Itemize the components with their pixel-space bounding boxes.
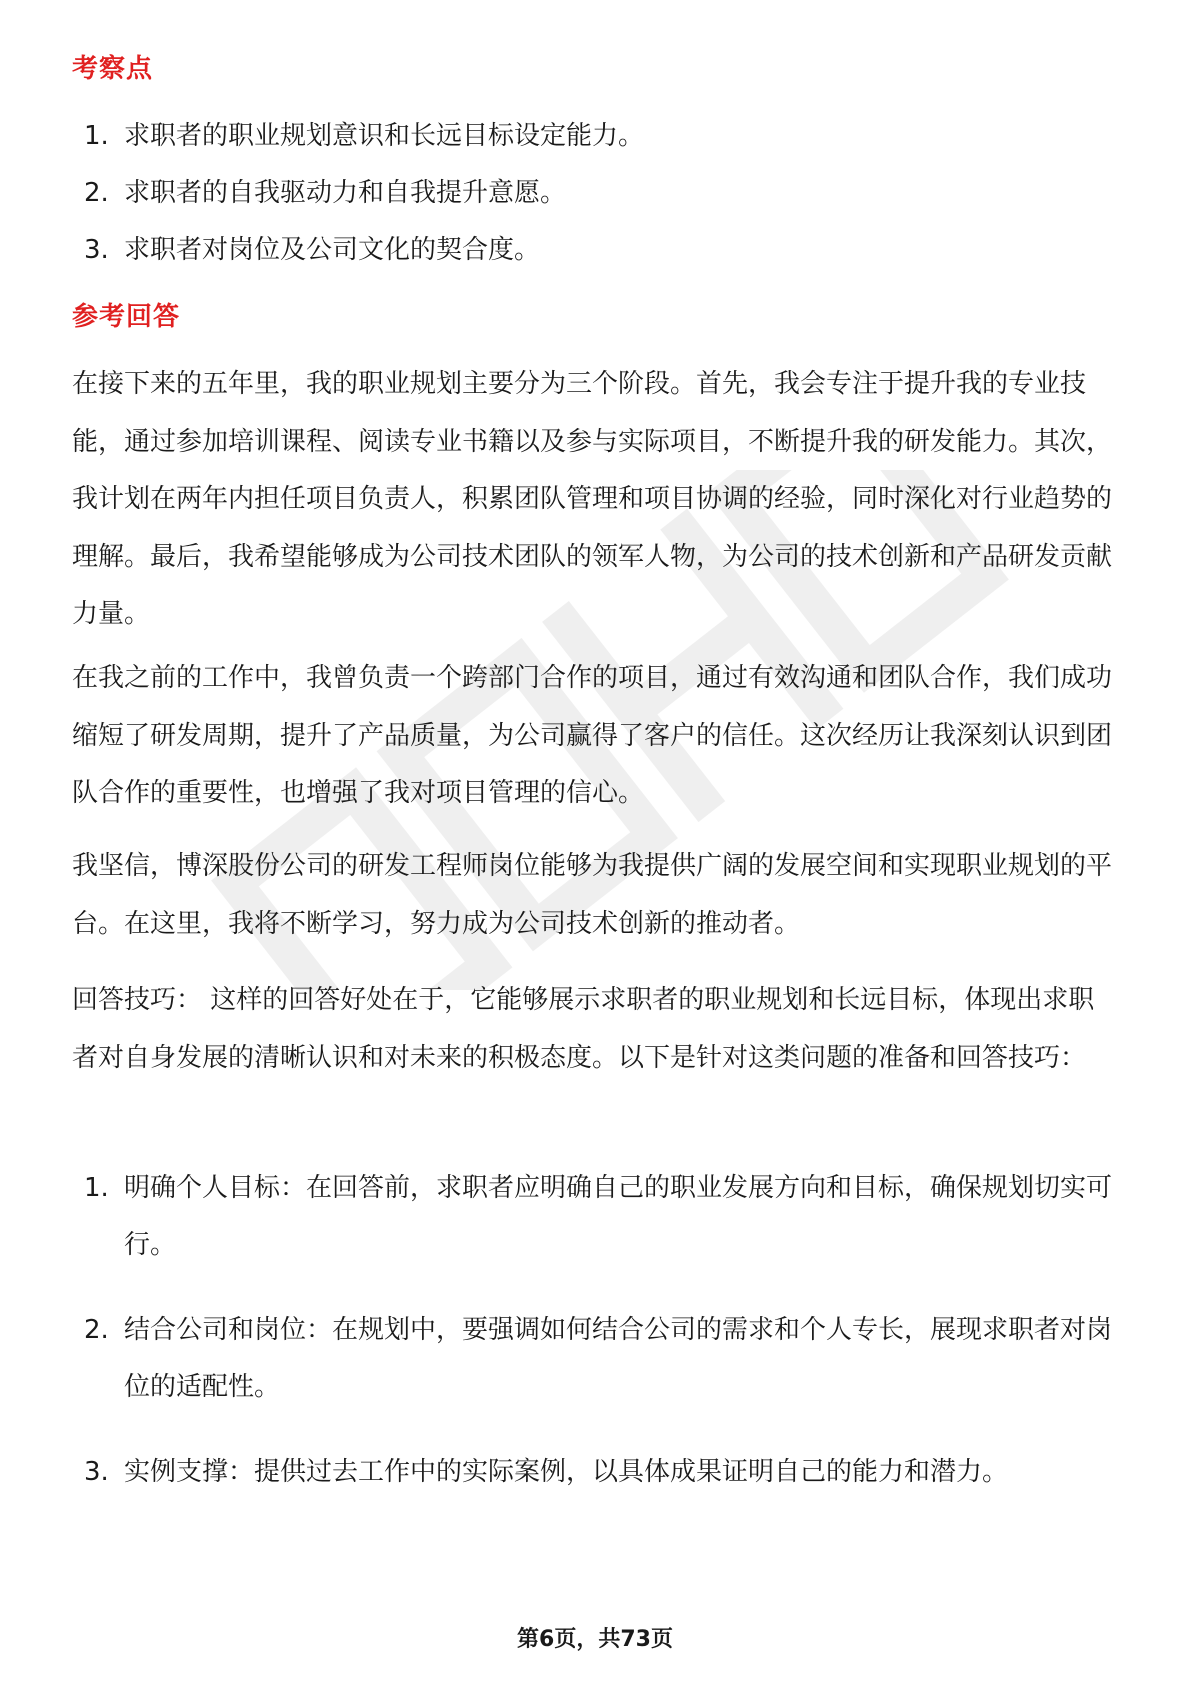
answer-paragraph: 我坚信，博深股份公司的研发工程师岗位能够为我提供广阔的发展空间和实现职业规划的平台。在这里，我将不断学习，努力成为公司技术创新的推动者。 [72,851,1113,939]
list-text: 实例支撑：提供过去工作中的实际案例，以具体成果证明自己的能力和潜力。 [124,1457,1009,1487]
tips-list [84,1160,1114,1529]
list-text: 明确个人目标：在回答前，求职者应明确自己的职业发展方向和目标，确保规划切实可行。 [124,1173,1113,1260]
list-item [84,1160,1114,1274]
list-text: 求职者对岗位及公司文化的契合度。 [124,235,541,265]
focus-heading: 考察点 [72,54,154,84]
page-number: 第6页，共73页 [517,1627,673,1652]
list-number: 3. [84,1457,109,1487]
list-item [84,1444,1114,1501]
list-number: 1. [84,121,109,151]
list-item [84,165,1114,222]
focus-list [84,108,1114,279]
list-number: 3. [84,235,109,265]
answer-paragraph: 在我之前的工作中，我曾负责一个跨部门合作的项目，通过有效沟通和团队合作，我们成功缩短了研发周期，提升了产品质量，为公司赢得了客户的信任。这次经历让我深刻认识到团队合作的重要性，也增强了我对项目管理的信心。 [72,663,1113,808]
list-item [84,1302,1114,1416]
list-item [84,222,1114,279]
list-text: 结合公司和岗位：在规划中，要强调如何结合公司的需求和个人专长，展现求职者对岗位的适配性。 [124,1315,1113,1402]
list-text: 求职者的职业规划意识和长远目标设定能力。 [124,121,645,151]
answer-tips-intro: 回答技巧： 这样的回答好处在于，它能够展示求职者的职业规划和长远目标，体现出求职者对自身发展的清晰认识和对未来的积极态度。以下是针对这类问题的准备和回答技巧： [72,985,1095,1073]
list-number: 1. [84,1173,109,1203]
list-number: 2. [84,178,109,208]
list-number: 2. [84,1315,109,1345]
list-text: 求职者的自我驱动力和自我提升意愿。 [124,178,567,208]
list-item [84,108,1114,165]
answer-paragraph: 在接下来的五年里，我的职业规划主要分为三个阶段。首先，我会专注于提升我的专业技能，通过参加培训课程、阅读专业书籍以及参与实际项目，不断提升我的研发能力。其次，我计划在两年内担任项目负责人，积累团队管理和项目协调的经验，同时深化对行业趋势的理解。最后，我希望能够成为公司技术团队的领军人物，为公司的技术创新和产品研发贡献力量。 [72,369,1113,629]
answer-heading: 参考回答 [72,302,181,332]
